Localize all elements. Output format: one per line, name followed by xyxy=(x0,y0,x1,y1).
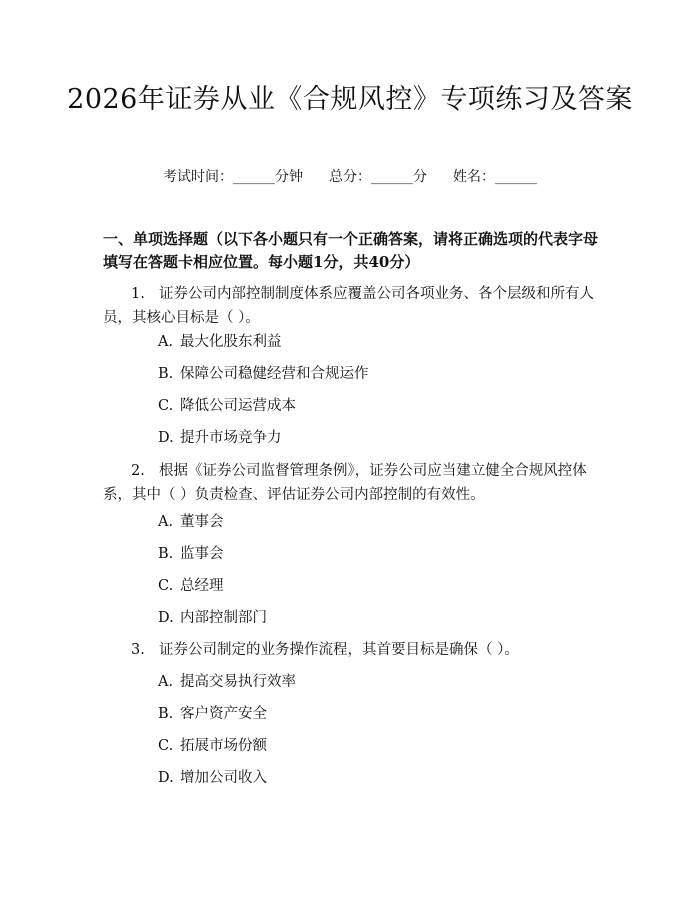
option-letter: B. xyxy=(158,706,174,722)
option-letter: A. xyxy=(158,334,174,350)
option-text: 监事会 xyxy=(180,546,224,562)
section-heading: 一、单项选择题（以下各小题只有一个正确答案，请将正确选项的代表字母填写在答题卡相应位置。每小题1分，共40分） xyxy=(103,230,599,271)
option-letter: C. xyxy=(158,578,174,594)
question-number: 3. xyxy=(131,642,145,658)
option-text: 总经理 xyxy=(180,578,224,594)
option-text: 最大化股东利益 xyxy=(180,334,282,350)
option-text: 内部控制部门 xyxy=(180,610,267,626)
question-text: 证券公司内部控制制度体系应覆盖公司各项业务、各个层级和所有人员，其核心目标是（ ）。 xyxy=(103,286,594,326)
option-letter: C. xyxy=(158,738,174,754)
question-number: 2. xyxy=(131,463,145,479)
option-1d xyxy=(158,428,282,448)
question-3 xyxy=(103,638,603,662)
option-letter: B. xyxy=(158,546,174,562)
option-text: 董事会 xyxy=(180,514,224,530)
option-text: 提高交易执行效率 xyxy=(180,674,296,690)
option-1a xyxy=(158,332,282,352)
option-letter: D. xyxy=(158,610,174,626)
question-number: 1. xyxy=(131,286,145,302)
option-1c xyxy=(158,396,296,416)
exam-info-line xyxy=(0,166,700,186)
question-text: 根据《证券公司监督管理条例》，证券公司应当建立健全合规风控体系，其中（ ）负责检查、评估证券公司内部控制的有效性。 xyxy=(103,463,587,503)
document-title: 2026年证券从业《合规风控》专项练习及答案 xyxy=(67,84,633,115)
option-letter: D. xyxy=(158,770,174,786)
question-1 xyxy=(103,282,603,330)
option-letter: A. xyxy=(158,674,174,690)
option-text: 增加公司收入 xyxy=(180,770,267,786)
option-letter: B. xyxy=(158,366,174,382)
question-text: 证券公司制定的业务操作流程，其首要目标是确保（ ）。 xyxy=(159,642,519,658)
option-text: 拓展市场份额 xyxy=(180,738,267,754)
option-text: 降低公司运营成本 xyxy=(180,398,296,414)
option-letter: D. xyxy=(158,430,174,446)
option-3d xyxy=(158,768,267,788)
option-letter: A. xyxy=(158,514,174,530)
option-3b xyxy=(158,704,267,724)
option-text: 提升市场竞争力 xyxy=(180,430,282,446)
option-2a xyxy=(158,512,224,532)
name-field: 姓名：______ xyxy=(453,169,537,185)
option-letter: C. xyxy=(158,398,174,414)
total-score-field: 总分：______分 xyxy=(329,169,427,185)
question-2 xyxy=(103,459,603,507)
option-3c xyxy=(158,736,267,756)
option-text: 客户资产安全 xyxy=(180,706,267,722)
option-2c xyxy=(158,576,224,596)
option-2d xyxy=(158,608,267,628)
option-1b xyxy=(158,364,369,384)
option-3a xyxy=(158,672,296,692)
exam-time-field: 考试时间：______分钟 xyxy=(163,169,303,185)
option-2b xyxy=(158,544,224,564)
option-text: 保障公司稳健经营和合规运作 xyxy=(180,366,369,382)
